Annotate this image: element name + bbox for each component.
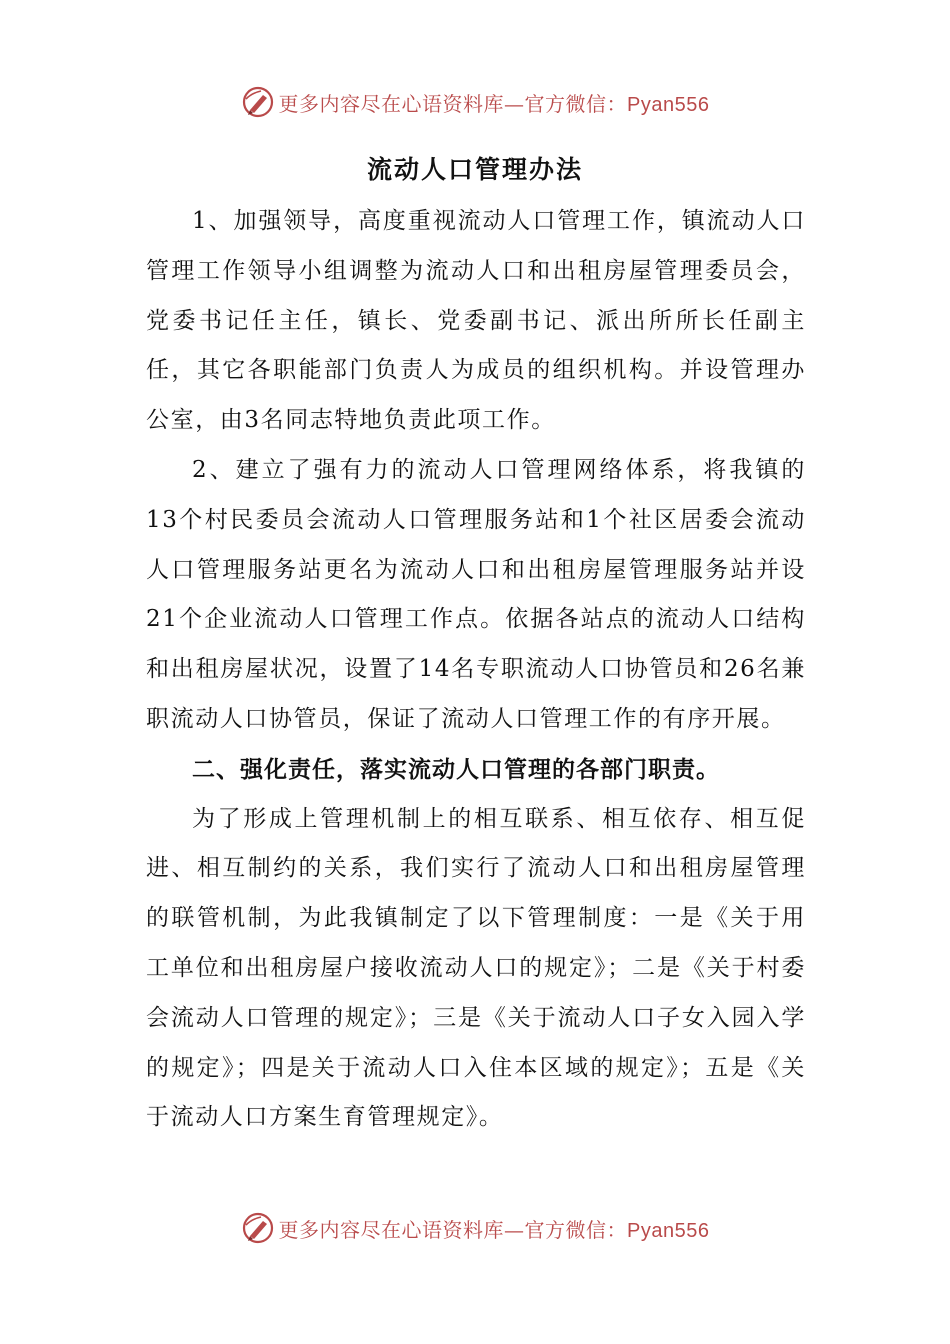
paragraph-2: 2、建立了强有力的流动人口管理网络体系，将我镇的13个村民委员会流动人口管理服务站和1个社区居委会流动人口管理服务站更名为流动人口和出租房屋管理服务站并设21个企业流动人口管理工作点。依据各站点的流动人口结构和出租房屋状况，设置了14名专职流动人口协管员和26名兼职流动人口协管员，保证了流动人口管理工作的有序开展。: [146, 456, 806, 732]
section-heading: 二、强化责任，落实流动人口管理的各部门职责。: [192, 755, 720, 783]
page-title: 流动人口管理办法: [366, 155, 583, 184]
paragraph-3: 为了形成上管理机制上的相互联系、相互依存、相互促进、相互制约的关系，我们实行了流动人口和出租房屋管理的联管机制，为此我镇制定了以下管理制度：一是《关于用工单位和出租房屋户接收流动人口的规定》；二是《关于村委会流动人口管理的规定》；三是《关于流动人口子女入园入学的规定》；四是关于流动人口入住本区域的规定》；五是《关于流动人口方案生育管理规定》。: [146, 805, 806, 1131]
document-body: [146, 197, 806, 1143]
footer-banner: [0, 1208, 950, 1248]
pen-logo-icon: [241, 85, 275, 119]
header-banner: [0, 82, 950, 122]
pen-logo-icon: [241, 1211, 275, 1245]
banner-text: 更多内容尽在心语资料库—官方微信：Pyan556: [278, 1217, 710, 1242]
paragraph-1: 1、加强领导，高度重视流动人口管理工作，镇流动人口管理工作领导小组调整为流动人口和出租房屋管理委员会，党委书记任主任，镇长、党委副书记、派出所所长任副主任，其它各职能部门负责人为成员的组织机构。并设管理办公室，由3名同志特地负责此项工作。: [146, 208, 806, 434]
wechat-id: Pyan556: [627, 1219, 710, 1242]
wechat-id: Pyan556: [627, 93, 710, 116]
banner-text: 更多内容尽在心语资料库—官方微信：Pyan556: [278, 91, 710, 116]
